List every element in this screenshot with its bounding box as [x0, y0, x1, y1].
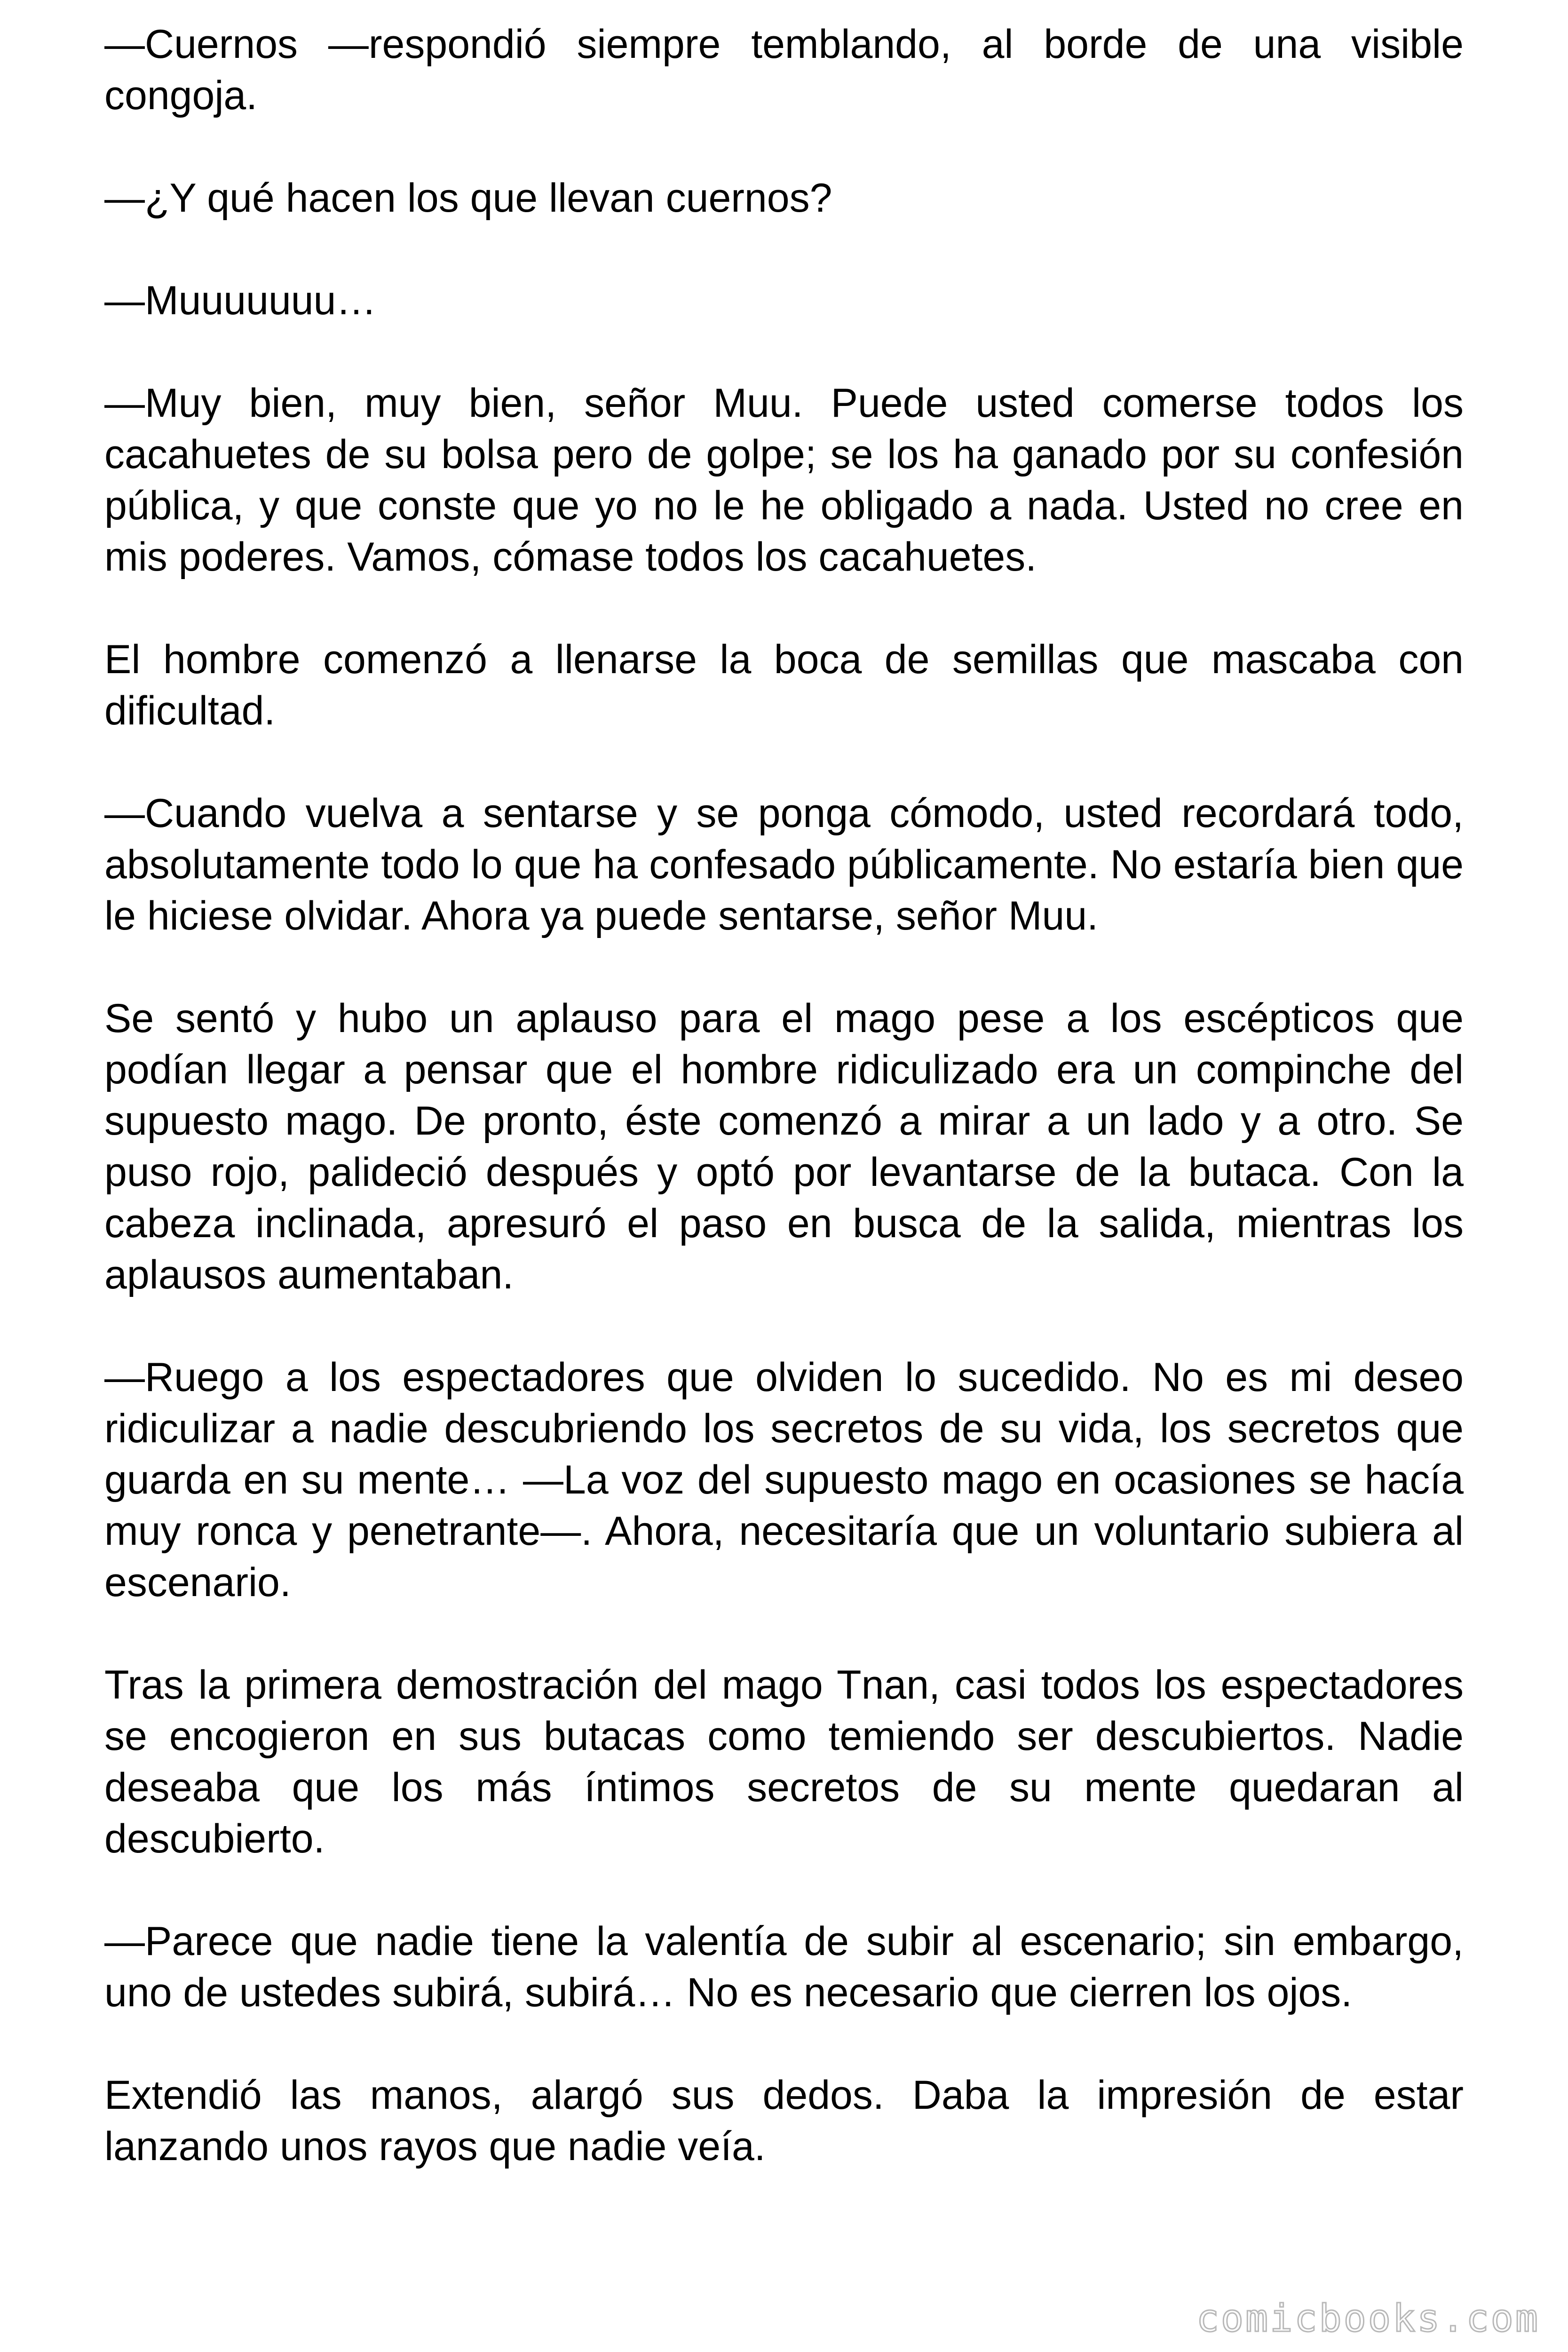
paragraph: —¿Y qué hacen los que llevan cuernos? — [104, 175, 832, 221]
paragraph: —Cuernos —respondió siempre temblando, al borde de una visible congoja. — [104, 22, 1464, 118]
paragraph: —Muy bien, muy bien, señor Muu. Puede usted comerse todos los cacahuetes de su bolsa pero de golpe; se los ha ganado por su confesión pública, y que conste que yo no le he obligado a nada. Usted no cree en mis poderes. Vamos, cómase todos los cacahuetes. — [104, 381, 1464, 580]
paragraph: —Muuuuuuu… — [104, 278, 377, 323]
paragraph: —Parece que nadie tiene la valentía de subir al escenario; sin embargo, uno de ustedes subirá, subirá… No es necesario que cierren los ojos. — [104, 1919, 1464, 2015]
watermark: comicbooks.com — [1196, 2296, 1540, 2340]
paragraph: —Ruego a los espectadores que olviden lo sucedido. No es mi deseo ridiculizar a nadie descubriendo los secretos de su vida, los secretos que guarda en su mente… —La voz del supuesto mago en ocasiones se hacía muy ronca y penetrante—. Ahora, necesitaría que un voluntario subiera al escenario. — [104, 1355, 1464, 1605]
paragraph: Extendió las manos, alargó sus dedos. Daba la impresión de estar lanzando unos rayos que nadie veía. — [104, 2073, 1464, 2169]
paragraph: —Cuando vuelva a sentarse y se ponga cómodo, usted recordará todo, absolutamente todo lo que ha confesado públicamente. No estaría bien que le hiciese olvidar. Ahora ya puede sentarse, señor Muu. — [104, 791, 1464, 938]
paragraph: Tras la primera demostración del mago Tnan, casi todos los espectadores se encogieron en sus butacas como temiendo ser descubiertos. Nadie deseaba que los más íntimos secretos de su mente quedaran al descubierto. — [104, 1662, 1464, 1861]
paragraph: El hombre comenzó a llenarse la boca de semillas que mascaba con dificultad. — [104, 637, 1464, 733]
paragraph: Se sentó y hubo un aplauso para el mago pese a los escépticos que podían llegar a pensar que el hombre ridiculizado era un compinche del supuesto mago. De pronto, éste comenzó a mirar a un lado y a otro. Se puso rojo, palideció después y optó por levantarse de la butaca. Con la cabeza inclinada, apresuró el paso en busca de la salida, mientras los aplausos aumentaban. — [104, 996, 1464, 1297]
document-body — [104, 19, 1464, 2224]
